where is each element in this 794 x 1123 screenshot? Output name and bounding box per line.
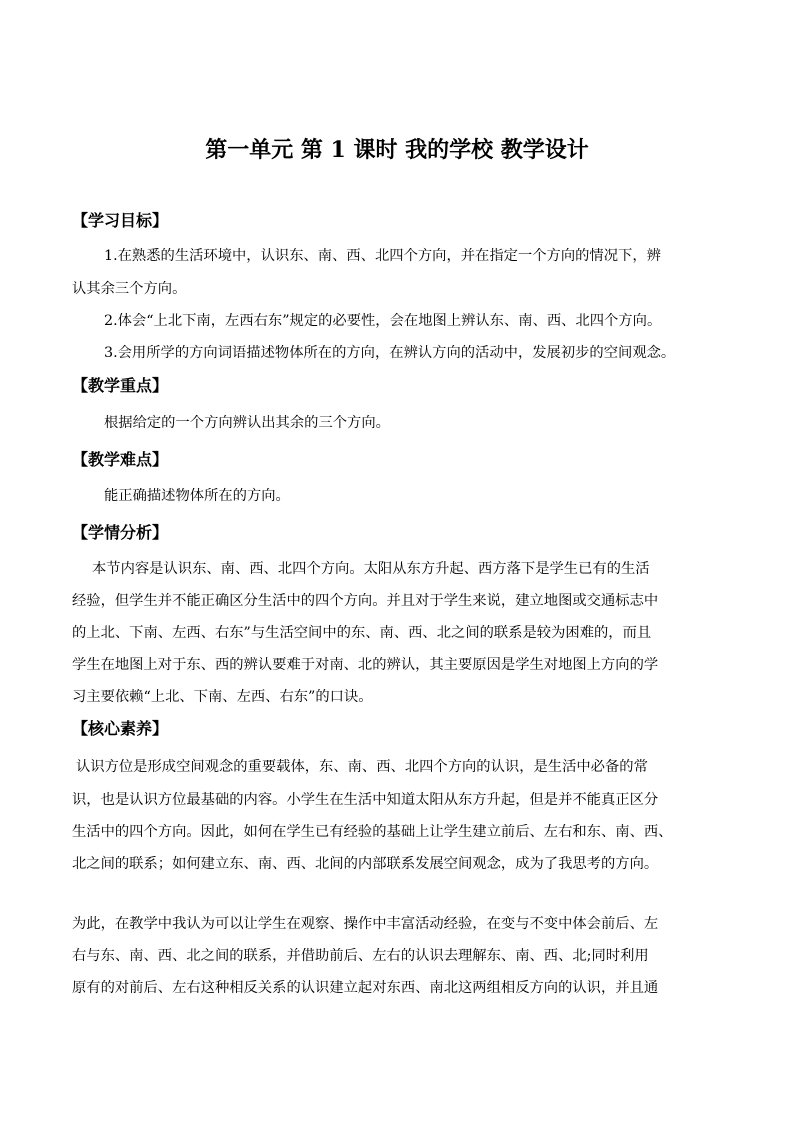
heading-difficulties: 【教学难点】 bbox=[72, 450, 169, 469]
objectives-line: 3.会用所学的方向词语描述物体所在的方向，在辨认方向的活动中，发展初步的空间观念。 bbox=[104, 345, 676, 361]
literacy-line: 生活中的四个方向。因此，如何在学生已有经验的基础上让学生建立前后、左右和东、南、西、 bbox=[72, 824, 673, 840]
objectives-line: 1.在熟悉的生活环境中，认识东、南、西、北四个方向，并在指定一个方向的情况下，辨 bbox=[104, 248, 661, 264]
objectives-line: 2.体会“上北下南，左西右东”规定的必要性，会在地图上辨认东、南、西、北四个方向。 bbox=[104, 313, 662, 329]
literacy-paragraph2-line: 右与东、南、西、北之间的联系，并借助前后、左右的认识去理解东、南、西、北;同时利用 bbox=[72, 948, 649, 964]
literacy-line: 北之间的联系；如何建立东、南、西、北间的内部联系发展空间观念，成为了我思考的方向。 bbox=[72, 856, 659, 872]
analysis-line: 习主要依赖“上北、下南、左西、右东”的口诀。 bbox=[72, 689, 373, 705]
difficulties-line: 能正确描述物体所在的方向。 bbox=[104, 488, 290, 504]
key-points-line: 根据给定的一个方向辨认出其余的三个方向。 bbox=[104, 415, 390, 431]
analysis-line: 经验，但学生并不能正确区分生活中的四个方向。并且对于学生来说，建立地图或交通标志中 bbox=[72, 593, 659, 609]
analysis-line: 的上北、下南、左西、右东”与生活空间中的东、南、西、北之间的联系是较为困难的，而且 bbox=[72, 625, 652, 641]
literacy-paragraph2-line: 原有的对前后、左右这种相反关系的认识建立起对东西、南北这两组相反方向的认识，并且通 bbox=[72, 980, 659, 996]
heading-key-points: 【教学重点】 bbox=[72, 376, 169, 395]
literacy-line: 识，也是认识方位最基础的内容。小学生在生活中知道太阳从东方升起，但是并不能真正区分 bbox=[72, 792, 659, 808]
literacy-paragraph2-line: 为此，在教学中我认为可以让学生在观察、操作中丰富活动经验，在变与不变中体会前后、左 bbox=[72, 916, 659, 932]
heading-objectives: 【学习目标】 bbox=[72, 211, 169, 230]
literacy-line: 认识方位是形成空间观念的重要载体，东、南、西、北四个方向的认识，是生活中必备的常 bbox=[76, 759, 648, 775]
analysis-line: 本节内容是认识东、南、西、北四个方向。太阳从东方升起、西方落下是学生已有的生活 bbox=[92, 561, 650, 577]
analysis-line: 学生在地图上对于东、西的辨认要难于对南、北的辨认，其主要原因是学生对地图上方向的学 bbox=[72, 657, 659, 673]
objectives-line: 认其余三个方向。 bbox=[72, 281, 187, 297]
heading-literacy: 【核心素养】 bbox=[72, 719, 169, 738]
document-title: 第一单元 第 1 课时 我的学校 教学设计 bbox=[205, 137, 589, 163]
heading-analysis: 【学情分析】 bbox=[72, 523, 169, 542]
